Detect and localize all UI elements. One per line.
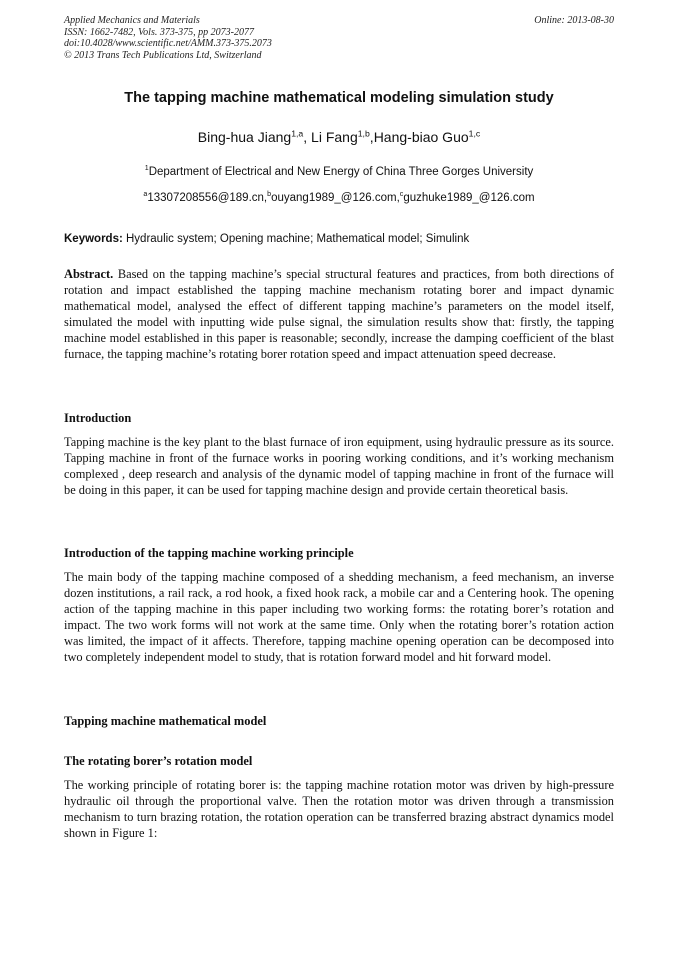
subsection-heading-rotation-model: The rotating borer’s rotation model (64, 754, 253, 768)
section-heading-working-principle: Introduction of the tapping machine working principle (64, 546, 354, 560)
keywords-label: Keywords: (64, 233, 123, 245)
journal-info (64, 15, 614, 61)
email-superscript: a (143, 190, 148, 199)
abstract-text: Based on the tapping machine’s special structural features and practices, from both directions of rotation and impact established the tapping machine mechanism rotating borer and impact dynamic mathematical model, analysed the effect of different tapping machine’s parameters on the model itself, simulated the model with inputting wide pulse signal, the simulation results show that: firstly, the tapping machine model established in this paper is reasonable; secondly, increase the damping coefficient of the blast furnace, the tapping machine’s rotating borer rotation speed and impact attenuation speed decrease. (64, 267, 614, 361)
journal-header (64, 15, 614, 61)
email-superscript: c (399, 190, 404, 199)
affiliation-superscript: 1 (144, 164, 149, 173)
online-date: Online: 2013-08-30 (534, 15, 614, 26)
journal-doi: doi:10.4028/www.scientific.net/AMM.373-375.2073 (64, 38, 272, 49)
author-separator: , (369, 129, 374, 145)
affiliation (0, 166, 678, 178)
author-email: 13307208556@189.cn, (147, 192, 268, 204)
rotation-model-paragraph: The working principle of rotating borer is: the tapping machine rotation motor was driven by high-pressure hydraulic oil through the proportional valve. Then the rotation motor was driven through a transmission mechanism to turn brazing rotation, the rotation operation can be transferred brazing abstract dynamics model shown in Figure 1: (64, 778, 614, 840)
abstract-label: Abstract. (64, 267, 114, 281)
author-superscript: 1,c (468, 128, 481, 139)
author-superscript: 1,a (291, 128, 304, 139)
author-email: ouyang1989_@126.com, (271, 192, 400, 204)
keywords (64, 233, 624, 245)
author-emails (0, 192, 678, 204)
author-name: Li Fang (311, 129, 358, 145)
journal-copyright: © 2013 Trans Tech Publications Ltd, Switzerland (64, 49, 262, 61)
paper-title: The tapping machine mathematical modeling simulation study (124, 90, 554, 106)
author-name: Hang-biao Guo (373, 129, 469, 145)
journal-issn: ISSN: 1662-7482, Vols. 373-375, pp 2073-2077 (64, 26, 254, 38)
journal-name: Applied Mechanics and Materials (64, 15, 200, 26)
email-superscript: b (267, 190, 272, 199)
affiliation-text: Department of Electrical and New Energy of China Three Gorges University (148, 166, 534, 178)
author-superscript: 1,b (357, 128, 370, 139)
author-list (0, 129, 678, 145)
introduction-paragraph: Tapping machine is the key plant to the blast furnace of iron equipment, using hydraulic pressure as its source. Tapping machine in front of the furnace works in pooring working conditions, and it’s working mechanism complexed , deep research and analysis of the dynamic model of tapping machine in front of the furnace will be doing in this paper, it can be used for tapping machine design and provide certain theoretical basis. (64, 435, 614, 497)
author-name: Bing-hua Jiang (197, 129, 292, 145)
working-principle-paragraph: The main body of the tapping machine composed of a shedding mechanism, a feed mechanism, an inverse dozen institutions, a rail rack, a rod hook, a fixed hook rack, a mobile car and a Centering hook. The opening action of the tapping machine in this paper including two working forms: the rotating borer’s rotation and impact. The two work forms will not work at the same time. Only when the rotating borer’s rotation action was limited, the impact of it affects. Therefore, tapping machine opening operation can be decomposed into two completely independent model to study, that is rotation forward model and hit forward model. (64, 570, 614, 664)
section-heading-mathematical-model: Tapping machine mathematical model (64, 714, 267, 728)
abstract-paragraph (64, 266, 614, 362)
author-separator: , (303, 129, 312, 145)
section-heading-introduction: Introduction (64, 411, 132, 425)
author-email: guzhuke1989_@126.com (403, 192, 535, 204)
keywords-text: Hydraulic system; Opening machine; Mathematical model; Simulink (122, 233, 470, 245)
